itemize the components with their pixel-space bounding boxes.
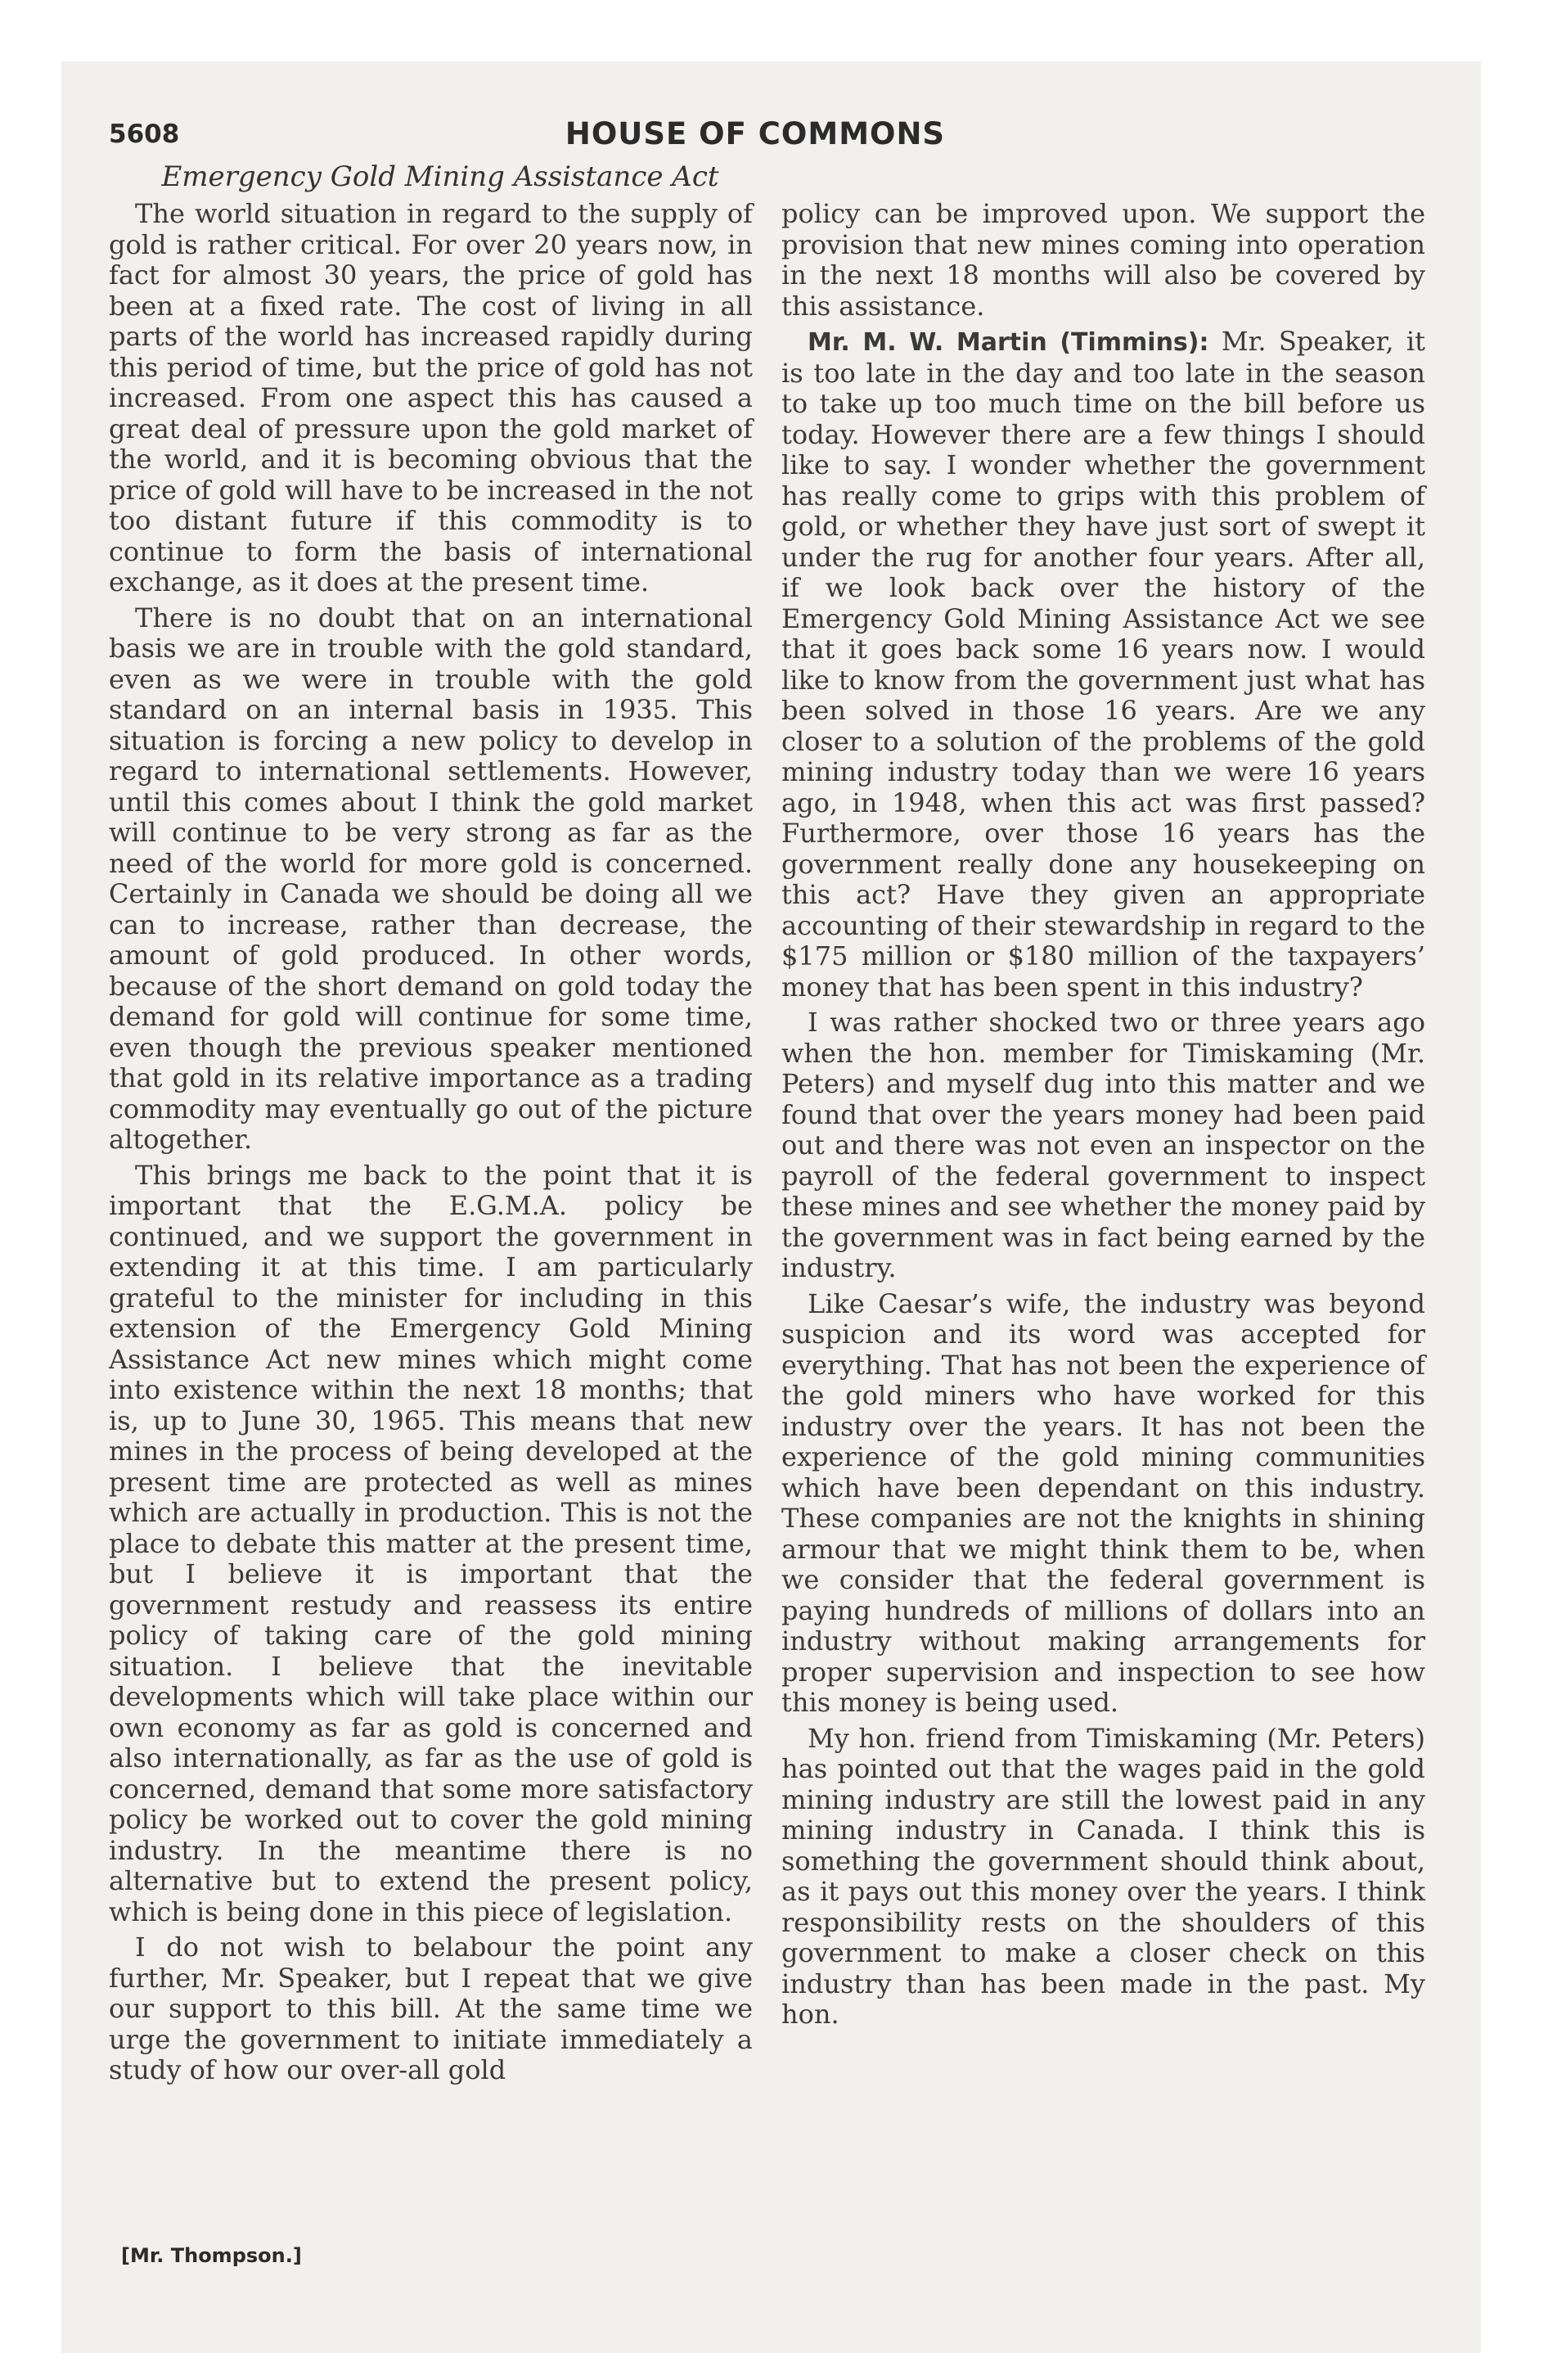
paragraph: I was rather shocked two or three years ago when the hon. member for Timiskaming (Mr. Peters) and myself dug into this matter and we found that over the years money had been paid out and there was not even an inspector on the payroll of the federal government to inspect these mines and see whether the money paid by the government was in fact being earned by the industry.: [781, 1007, 1425, 1283]
paragraph: This brings me back to the point that it is important that the E.G.M.A. policy be continued, and we support the government in extending it at this time. I am particularly grateful to the minister for including in this extension of the Emergency Gold Mining Assistance Act new mines which might come into existence within the next 18 months; that is, up to June 30, 1965. This means that new mines in the process of being developed at the present time are protected as well as mines which are actually in production. This is not the place to debate this matter at the present time, but I believe it is important that the government restudy and reassess its entire policy of taking care of the gold mining situation. I believe that the inevitable developments which will take place within our own economy as far as gold is concerned and also internationally, as far as the use of gold is concerned, demand that some more satisfactory policy be worked out to cover the gold mining industry. In the meantime there is no alternative but to extend the present policy, which is being done in this piece of legislation.: [109, 1159, 753, 1927]
paragraph: There is no doubt that on an international basis we are in trouble with the gold standard, even as we were in trouble with the gold standard on an internal basis in 1935. This situation is forcing a new policy to develop in regard to international settlements. However, until this comes about I think the gold market will continue to be very strong as far as the need of the world for more gold is concerned. Certainly in Canada we should be doing all we can to increase, rather than decrease, the amount of gold produced. In other words, because of the short demand on gold today the demand for gold will continue for some time, even though the previous speaker mentioned that gold in its relative importance as a trading commodity may eventually go out of the picture altogether.: [109, 602, 753, 1155]
speech-text: Mr. Speaker, it is too late in the day and too late in the season to take up too much time on the bill before us today. However there are a few things I should like to say. I wonder whether the government has really come to grips with this problem of gold, or whether they have just sort of swept it under the rug for another four years. After all, if we look back over the history of the Emergency Gold Mining Assistance Act we see that it goes back some 16 years now. I would like to know from the government just what has been solved in those 16 years. Are we any closer to a solution of the problems of the gold mining industry today than we were 16 years ago, in 1948, when this act was first passed? Furthermore, over those 16 years has the government really done any housekeeping on this act? Have they given an appropriate accounting of their stewardship in regard to the $175 million or $180 million of the taxpayers’ money that has been spent in this industry?: [781, 326, 1425, 1003]
running-title: HOUSE OF COMMONS: [565, 116, 946, 151]
section-title: Emergency Gold Mining Assistance Act: [161, 160, 719, 193]
paragraph: Like Caesar’s wife, the industry was beyond suspicion and its word was accepted for everything. That has not been the experience of the gold miners who have worked for this industry over the years. It has not been the experience of the gold mining communities which have been dependant on this industry. These companies are not the knights in shining armour that we might think them to be, when we consider that the federal government is paying hundreds of millions of dollars into an industry without making arrangements for proper supervision and inspection to see how this money is being used.: [781, 1287, 1425, 1718]
left-column: [109, 199, 753, 2091]
right-column: [781, 199, 1425, 2035]
paragraph: The world situation in regard to the supply of gold is rather critical. For over 20 years now, in fact for almost 30 years, the price of gold has been at a fixed rate. The cost of living in all parts of the world has increased rapidly during this period of time, but the price of gold has not increased. From one aspect this has caused a great deal of pressure upon the gold market of the world, and it is becoming obvious that the price of gold will have to be increased in the not too distant future if this commodity is to continue to form the basis of international exchange, as it does at the present time.: [109, 198, 753, 597]
page-header: [109, 113, 1402, 162]
speaker-footer: [Mr. Thompson.]: [121, 2244, 302, 2267]
speech-paragraph: [781, 327, 1425, 1003]
speaker-name: Mr. M. W. Martin (Timmins):: [808, 328, 1209, 357]
page-number: 5608: [109, 119, 180, 149]
paragraph: I do not wish to belabour the point any further, Mr. Speaker, but I repeat that we give our support to this bill. At the same time we urge the government to initiate immediately a study of how our over-all gold: [109, 1931, 753, 2085]
paragraph: My hon. friend from Timiskaming (Mr. Peters) has pointed out that the wages paid in the gold mining industry are still the lowest paid in any mining industry in Canada. I think this is something the government should think about, as it pays out this money over the years. I think responsibility rests on the shoulders of this government to make a closer check on this industry than has been made in the past. My hon.: [781, 1722, 1425, 2030]
paragraph: policy can be improved upon. We support the provision that new mines coming into operation in the next 18 months will also be covered by this assistance.: [781, 198, 1425, 322]
